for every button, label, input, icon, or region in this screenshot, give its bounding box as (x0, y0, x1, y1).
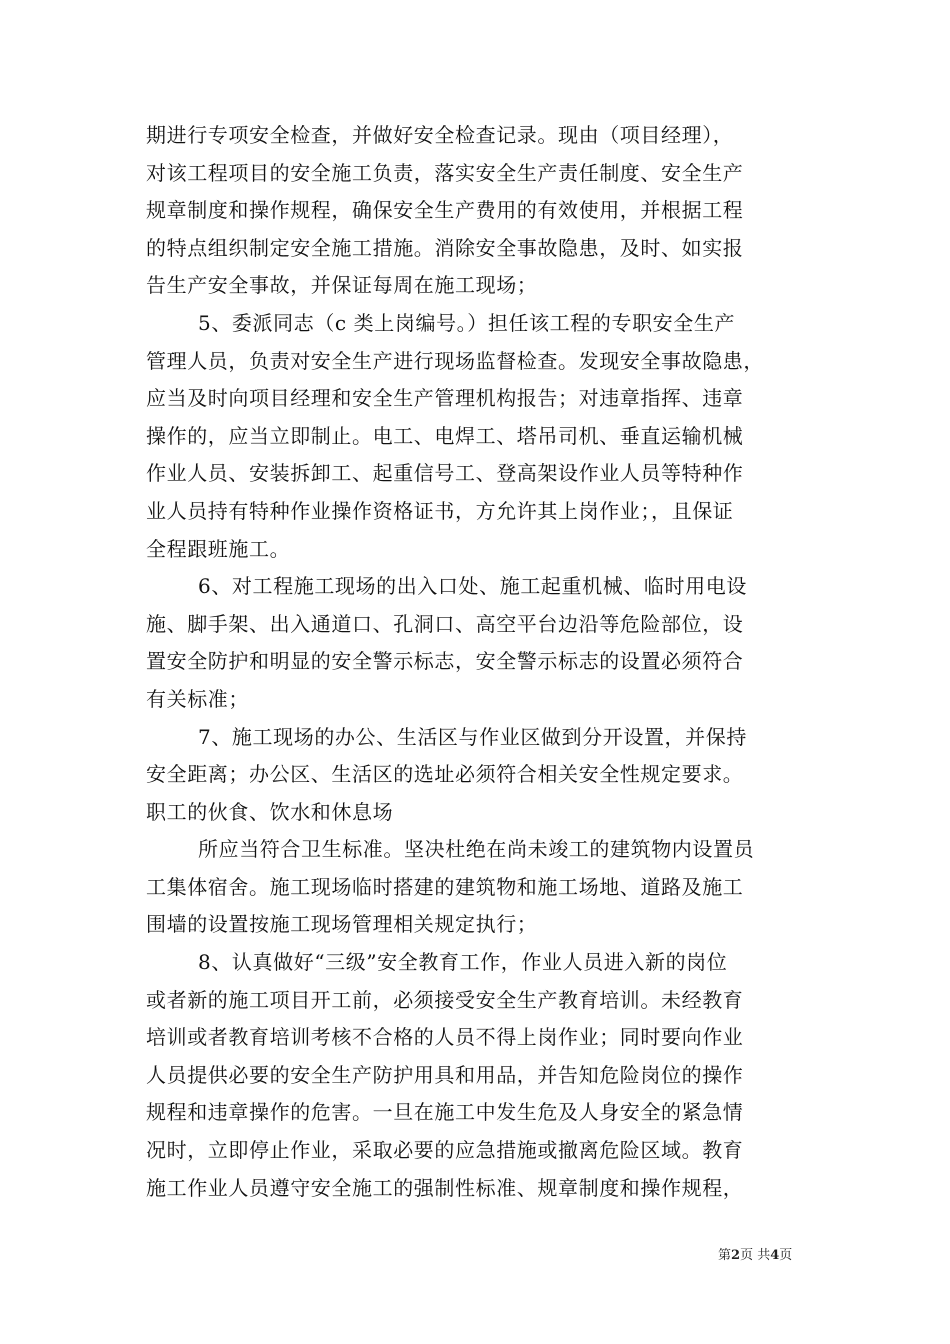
page-label-prefix: 第 (718, 1248, 732, 1263)
text-line: 规程和违章操作的危害。一旦在施工中发生危及人身安全的紧急情 (146, 1100, 744, 1125)
text-line: 的特点组织制定安全施工措施。消除安全事故隐患，及时、如实报 (146, 235, 744, 260)
text-line: 业人员持有特种作业操作资格证书，方允许其上岗作业；，且保证 (146, 498, 734, 523)
text-line: 施、脚手架、出入通道口、孔洞口、高空平台边沿等危险部位，设 (146, 611, 744, 636)
text-line: 有关标准； (146, 686, 249, 711)
text-line: 围墙的设置按施工现场管理相关规定执行； (146, 912, 538, 937)
current-page-number: 2 (731, 1248, 741, 1263)
text-line: 应当及时向项目经理和安全生产管理机构报告；对违章指挥、违章 (146, 386, 744, 411)
text-line: 安全距离；办公区、生活区的选址必须符合相关安全性规定要求。 (146, 762, 744, 787)
text-line: 置安全防护和明显的安全警示标志，安全警示标志的设置必须符合 (146, 649, 744, 674)
page-label-middle: 页 共 (740, 1248, 771, 1263)
text-line: 6、对工程施工现场的出入口处、施工起重机械、临时用电设 (198, 574, 747, 599)
text-line: 规章制度和操作规程，确保安全生产费用的有效使用，并根据工程 (146, 198, 744, 223)
text-line: 期进行专项安全检查，并做好安全检查记录。现由（项目经理）， (146, 123, 734, 147)
text-line: 对该工程项目的安全施工负责，落实安全生产责任制度、安全生产 (146, 160, 744, 185)
text-line: 全程跟班施工。 (146, 536, 291, 561)
text-line: 职工的伙食、饮水和休息场 (146, 799, 394, 824)
text-line: 工集体宿舍。施工现场临时搭建的建筑物和施工场地、道路及施工 (146, 874, 744, 899)
text-line: 作业人员、安装拆卸工、起重信号工、登高架设作业人员等特种作 (146, 461, 744, 486)
text-line: 管理人员，负责对安全生产进行现场监督检查。发现安全事故隐患， (146, 348, 764, 373)
text-line: 况时，立即停止作业，采取必要的应急措施或撤离危险区域。教育 (146, 1138, 744, 1163)
text-line: 8、认真做好“三级”安全教育工作，作业人员进入新的岗位 (198, 950, 728, 975)
text-line: 5、委派同志（c 类上岗编号。）担任该工程的专职安全生产 (198, 310, 736, 335)
text-line: 7、施工现场的办公、生活区与作业区做到分开设置，并保持 (198, 724, 747, 749)
text-line: 培训或者教育培训考核不合格的人员不得上岗作业；同时要向作业 (146, 1025, 744, 1050)
total-page-number: 4 (770, 1248, 780, 1263)
text-line: 操作的，应当立即制止。电工、电焊工、塔吊司机、垂直运输机械 (146, 423, 744, 448)
text-line: 或者新的施工项目开工前，必须接受安全生产教育培训。未经教育 (146, 987, 744, 1012)
page-label-suffix: 页 (779, 1248, 793, 1263)
text-line: 人员提供必要的安全生产防护用具和用品，并告知危险岗位的操作 (146, 1062, 744, 1087)
text-line: 告生产安全事故，并保证每周在施工现场； (146, 273, 538, 298)
text-line: 施工作业人员遵守安全施工的强制性标准、规章制度和操作规程， (146, 1175, 744, 1200)
page-footer (718, 1247, 792, 1265)
text-line: 所应当符合卫生标准。坚决杜绝在尚未竣工的建筑物内设置员 (198, 837, 755, 862)
document-body (146, 117, 814, 1207)
